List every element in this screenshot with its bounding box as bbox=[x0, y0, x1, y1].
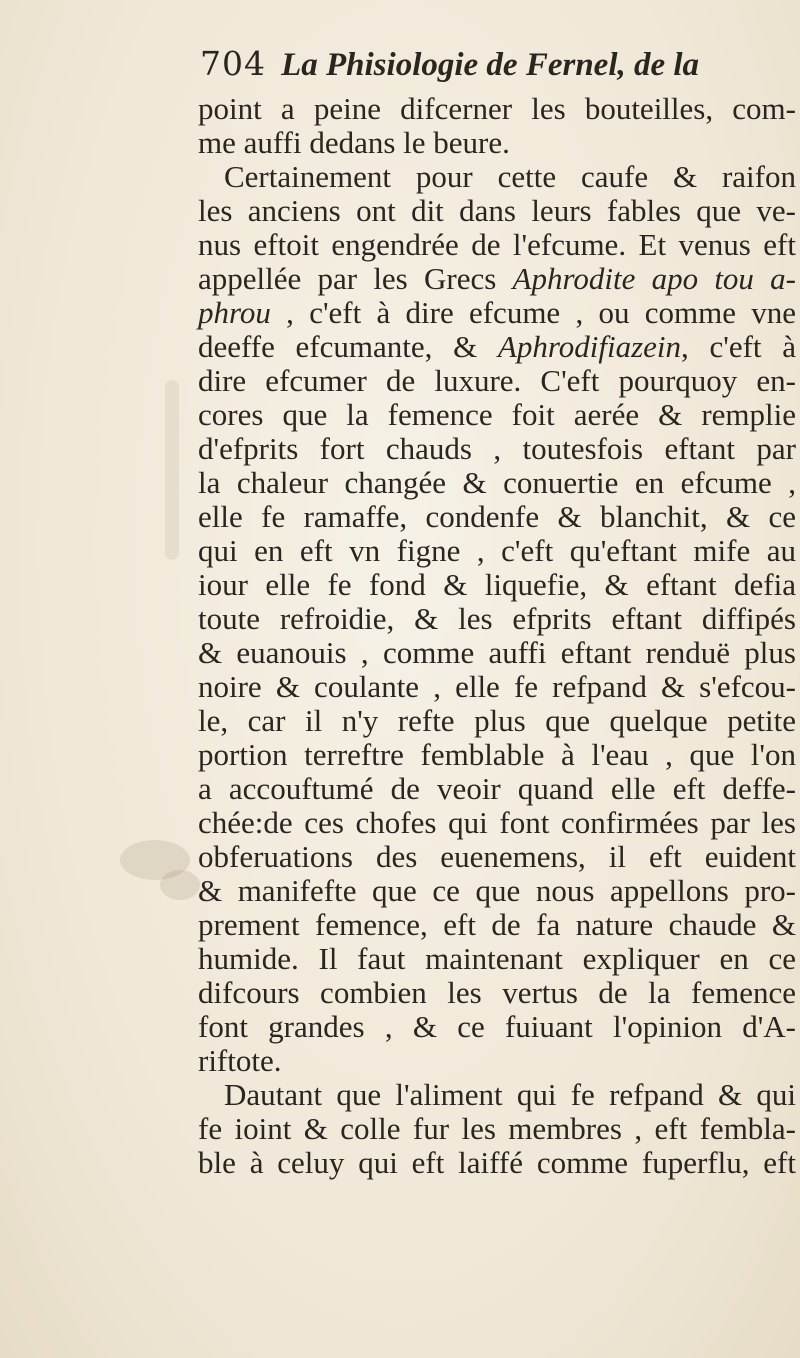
greek-term: Aphrodite apo tou a- bbox=[512, 261, 796, 296]
text-line: d'efprits fort chauds , toutesfois eftant par bbox=[198, 431, 796, 466]
paragraph-start-line: Certainement pour cette caufe & raifon bbox=[224, 159, 796, 194]
greek-term: Aphrodifiazein bbox=[497, 329, 682, 364]
text-line: nus eftoit engendrée de l'efcume. Et venus eft bbox=[198, 227, 796, 262]
text-line bbox=[198, 296, 796, 330]
text-line: ble à celuy qui eft laiffé comme fuperflu, eft bbox=[198, 1145, 796, 1180]
text-line: toute refroidie, & les efprits eftant diffipés bbox=[198, 601, 796, 636]
text-segment: appellée par les Grecs bbox=[198, 261, 513, 296]
text-line: chée:de ces chofes qui font confirmées par les bbox=[198, 805, 796, 840]
text-line bbox=[198, 330, 796, 364]
text-line: & manifefte que ce que nous appellons pro- bbox=[198, 873, 796, 908]
text-line: riftote. bbox=[198, 1043, 282, 1078]
text-line: font grandes , & ce fuiuant l'opinion d'A- bbox=[198, 1009, 796, 1044]
text-line: obferuations des euenemens, il eft euident bbox=[198, 839, 796, 874]
text-segment: , c'eft à bbox=[681, 329, 796, 364]
paragraph-start-line: Dautant que l'aliment qui fe refpand & qui bbox=[224, 1077, 796, 1112]
text-line: portion terreftre femblable à l'eau , que l'on bbox=[198, 737, 796, 772]
text-line: prement femence, eft de fa nature chaude & bbox=[198, 907, 796, 942]
body-text bbox=[198, 92, 796, 1180]
page-number: 704 bbox=[200, 44, 266, 83]
paper-stain bbox=[165, 380, 179, 560]
text-line: fe ioint & colle fur les membres , eft fembla- bbox=[198, 1111, 796, 1146]
text-line: elle fe ramaffe, condenfe & blanchit, & ce bbox=[198, 499, 796, 534]
text-segment: , c'eft à dire efcume , ou comme vne bbox=[270, 295, 796, 330]
text-segment: deeffe efcumante, & bbox=[198, 329, 498, 364]
page-header bbox=[200, 44, 780, 94]
text-line: me auffi dedans le beure. bbox=[198, 125, 510, 160]
text-line: le, car il n'y refte plus que quelque petite bbox=[198, 703, 796, 738]
text-line: difcours combien les vertus de la femence bbox=[198, 975, 796, 1010]
text-line bbox=[198, 262, 796, 296]
text-line: a accouftumé de veoir quand elle eft deffe- bbox=[198, 771, 796, 806]
greek-term: phrou bbox=[198, 295, 271, 330]
running-head: La Phisiologie de Fernel, de la bbox=[281, 47, 700, 83]
text-line: humide. Il faut maintenant expliquer en ce bbox=[198, 941, 796, 976]
paper-stain bbox=[160, 870, 200, 900]
text-line: les anciens ont dit dans leurs fables que ve- bbox=[198, 193, 796, 228]
text-line: qui en eft vn figne , c'eft qu'eftant mife au bbox=[198, 533, 796, 568]
text-line: & euanouis , comme auffi eftant renduë plus bbox=[198, 635, 796, 670]
text-line: cores que la femence foit aerée & remplie bbox=[198, 397, 796, 432]
text-line: dire efcumer de luxure. C'eft pourquoy en- bbox=[198, 363, 796, 398]
text-line: point a peine difcerner les bouteilles, com- bbox=[198, 91, 796, 126]
text-line: iour elle fe fond & liquefie, & eftant defia bbox=[198, 567, 796, 602]
text-line: la chaleur changée & conuertie en efcume , bbox=[198, 465, 796, 500]
text-line: noire & coulante , elle fe refpand & s'efcou- bbox=[198, 669, 796, 704]
